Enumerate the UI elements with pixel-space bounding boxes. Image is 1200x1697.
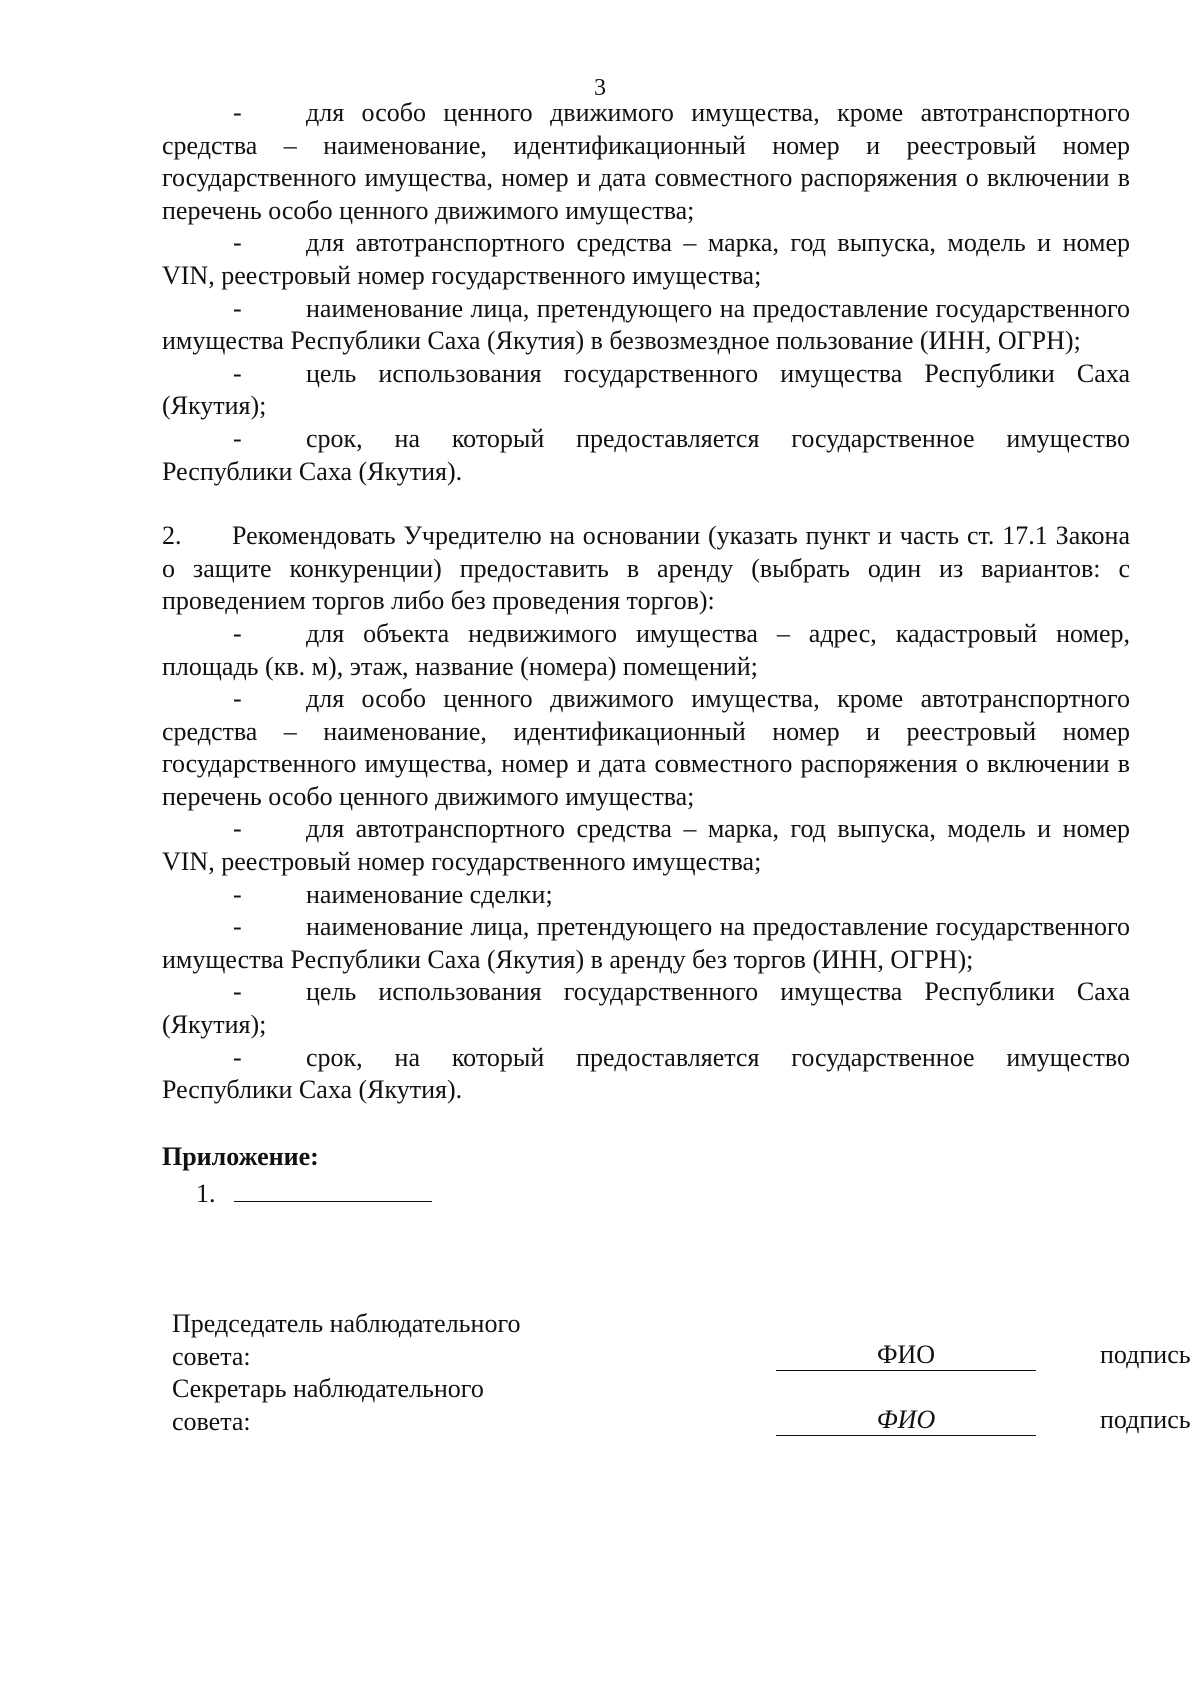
paragraph-text: Рекомендовать Учредителю на основании (указать пункт и часть ст. 17.1 Закона о защите конкуренции) предоставить в аренду (выбрать один из вариантов: с проведением торгов либо без проведения торгов):: [162, 521, 1130, 616]
list-item: [162, 423, 1130, 488]
list-item-text: цель использования государственного имущества Республики Саха (Якутия);: [162, 977, 1130, 1040]
appendix-title: Приложение:: [162, 1141, 319, 1171]
list-dash: -: [233, 1042, 242, 1072]
signature-role: [172, 1373, 592, 1438]
signature-block: [172, 1308, 1191, 1438]
list-item-text: для объекта недвижимого имущества – адрес, кадастровый номер, площадь (кв. м), этаж, название (номера) помещений;: [162, 618, 1130, 681]
signature-row-chairman: [172, 1308, 1191, 1373]
list-dash: -: [233, 293, 242, 323]
list-item: [162, 911, 1130, 976]
signature-role-line2: совета:: [172, 1406, 251, 1436]
list-dash: -: [233, 684, 242, 714]
list-dash: -: [233, 879, 242, 909]
list-dash: -: [233, 618, 242, 648]
list-dash: -: [233, 977, 242, 1007]
list-dash: -: [233, 423, 242, 453]
list-item-text: срок, на который предоставляется государственное имущество Республики Саха (Якутия).: [162, 423, 1130, 486]
numbered-paragraph: [162, 520, 1130, 618]
list-item: [162, 358, 1130, 423]
list-dash: -: [233, 98, 242, 127]
list-item-text: цель использования государственного имущества Республики Саха (Якутия);: [162, 358, 1130, 421]
signature-role-line2: совета:: [172, 1341, 251, 1371]
list-item-text: наименование лица, претендующего на предоставление государственного имущества Республики Саха (Якутия) в аренду без торгов (ИНН, ОГРН);: [162, 912, 1130, 974]
appendix-blank-line: [234, 1173, 432, 1202]
list-dash: -: [233, 912, 242, 942]
signature-row-secretary: [172, 1373, 1191, 1438]
list-dash: -: [233, 358, 242, 388]
signature-name: ФИО: [776, 1340, 1036, 1371]
list-item-text: для автотранспортного средства – марка, год выпуска, модель и номер VIN, реестровый номер государственного имущества;: [162, 228, 1130, 290]
signature-role-line1: Председатель наблюдательного: [172, 1309, 521, 1338]
list-dash: -: [233, 228, 242, 258]
signature-sign-label: подпись: [1100, 1340, 1191, 1369]
list-item: [162, 293, 1130, 358]
appendix-item-number: 1.: [196, 1179, 216, 1209]
list-item-text: для особо ценного движимого имущества, кроме автотранспортного средства – наименование, идентификационный номер и реестровый номер государственного имущества, номер и дата совместного распоряжения о включении в перечень особо ценного движимого имущества;: [162, 684, 1130, 811]
list-item-text: для особо ценного движимого имущества, кроме автотранспортного средства – наименование, идентификационный номер и реестровый номер государственного имущества, номер и дата совместного распоряжения о включении в перечень особо ценного движимого имущества;: [162, 98, 1130, 225]
list-item: [162, 813, 1130, 878]
signature-sign-label: подпись: [1100, 1405, 1191, 1434]
paragraph-gap: [162, 1107, 1130, 1141]
list-item: [162, 618, 1130, 683]
signature-role-line1: Секретарь наблюдательного: [172, 1374, 484, 1403]
list-item: [162, 227, 1130, 292]
paragraph-number: 2.: [162, 521, 182, 551]
list-item-text: наименование лица, претендующего на предоставление государственного имущества Республики Саха (Якутия) в безвозмездное пользование (ИНН, ОГРН);: [162, 293, 1130, 356]
signature-role: [172, 1308, 592, 1373]
appendix-item: [162, 1173, 1130, 1211]
list-item: [162, 97, 1130, 227]
list-dash: -: [233, 814, 242, 844]
list-item: [162, 879, 1130, 912]
list-item: [162, 683, 1130, 813]
list-item-text: для автотранспортного средства – марка, год выпуска, модель и номер VIN, реестровый номер государственного имущества;: [162, 814, 1130, 877]
list-item: [162, 976, 1130, 1041]
paragraph-gap: [162, 488, 1130, 520]
signature-name: ФИО: [776, 1405, 1036, 1436]
list-item-text: наименование сделки;: [306, 879, 553, 909]
document-body: [162, 97, 1130, 1211]
list-item-text: срок, на который предоставляется государственное имущество Республики Саха (Якутия).: [162, 1042, 1130, 1105]
list-item: [162, 1042, 1130, 1107]
page-number: 3: [594, 75, 606, 101]
